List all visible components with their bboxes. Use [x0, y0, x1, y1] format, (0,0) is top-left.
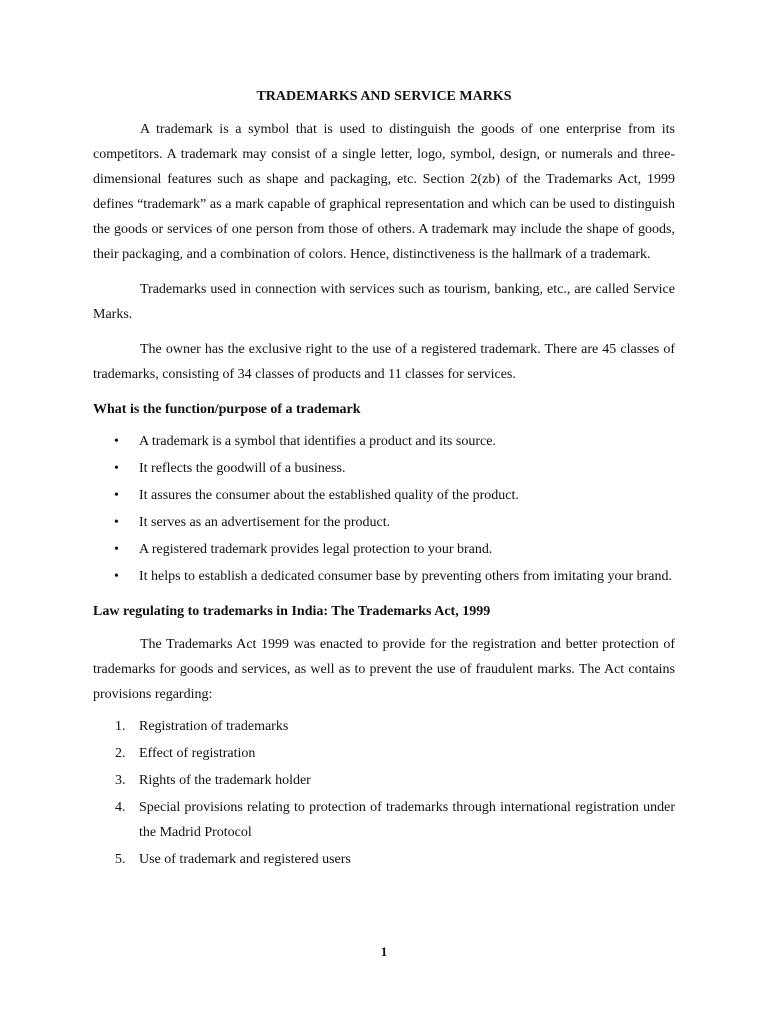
- list-number: 1.: [115, 719, 126, 734]
- page-number: 1: [380, 944, 388, 959]
- section-heading-purpose: What is the function/purpose of a trademark: [93, 402, 361, 417]
- list-item-text: Rights of the trademark holder: [139, 773, 311, 788]
- list-item: [93, 456, 675, 481]
- bullet-icon: •: [114, 461, 119, 476]
- list-item: [93, 483, 675, 508]
- section-heading-law: Law regulating to trademarks in India: The Trademarks Act, 1999: [93, 604, 491, 619]
- list-item-text: Registration of trademarks: [139, 719, 289, 734]
- list-item-text: Effect of registration: [139, 746, 256, 761]
- list-item: [93, 795, 675, 845]
- bullet-icon: •: [114, 515, 119, 530]
- bullet-icon: •: [114, 542, 119, 557]
- paragraph-classes: The owner has the exclusive right to the use of a registered trademark. There are 45 classes of trademarks, consisting of 34 classes of products and 11 classes for services.: [93, 342, 675, 382]
- provisions-numbered-list: [93, 714, 675, 872]
- list-item-text: It reflects the goodwill of a business.: [139, 461, 346, 476]
- list-item: [93, 714, 675, 739]
- list-number: 5.: [115, 852, 126, 867]
- paragraph-definition: A trademark is a symbol that is used to distinguish the goods of one enterprise from its competitors. A trademark may consist of a single letter, logo, symbol, design, or numerals and three-dimensional features such as shape and packaging, etc. Section 2(zb) of the Trademarks Act, 1999 defines “trademark” as a mark capable of graphical representation and which can be used to distinguish the goods or services of one person from those of others. A trademark may include the shape of goods, their packaging, and a combination of colors. Hence, distinctiveness is the hallmark of a trademark.: [93, 122, 675, 262]
- list-item: [93, 537, 675, 562]
- list-item: [93, 429, 675, 454]
- list-item: [93, 741, 675, 766]
- list-number: 4.: [115, 800, 126, 815]
- list-number: 3.: [115, 773, 126, 788]
- bullet-icon: •: [114, 434, 119, 449]
- purpose-bullet-list: [93, 429, 675, 589]
- list-number: 2.: [115, 746, 126, 761]
- list-item-text: It serves as an advertisement for the product.: [139, 515, 391, 530]
- list-item-text: It helps to establish a dedicated consumer base by preventing others from imitating your brand.: [139, 569, 673, 584]
- list-item-text: A registered trademark provides legal protection to your brand.: [139, 542, 493, 557]
- list-item-text: It assures the consumer about the established quality of the product.: [139, 488, 519, 503]
- list-item: [93, 564, 675, 589]
- paragraph-act: The Trademarks Act 1999 was enacted to provide for the registration and better protection of trademarks for goods and services, as well as to prevent the use of fraudulent marks. The Act contains provisions regarding:: [93, 637, 675, 702]
- list-item-text: A trademark is a symbol that identifies a product and its source.: [139, 434, 496, 449]
- list-item: [93, 768, 675, 793]
- document-title: TRADEMARKS AND SERVICE MARKS: [256, 89, 512, 104]
- list-item: [93, 510, 675, 535]
- list-item-text: Special provisions relating to protection of trademarks through international registration under the Madrid Protocol: [139, 800, 675, 840]
- bullet-icon: •: [114, 569, 119, 584]
- paragraph-service-marks: Trademarks used in connection with services such as tourism, banking, etc., are called Service Marks.: [93, 282, 675, 322]
- page-content: [93, 84, 675, 874]
- bullet-icon: •: [114, 488, 119, 503]
- list-item-text: Use of trademark and registered users: [139, 852, 351, 867]
- list-item: [93, 847, 675, 872]
